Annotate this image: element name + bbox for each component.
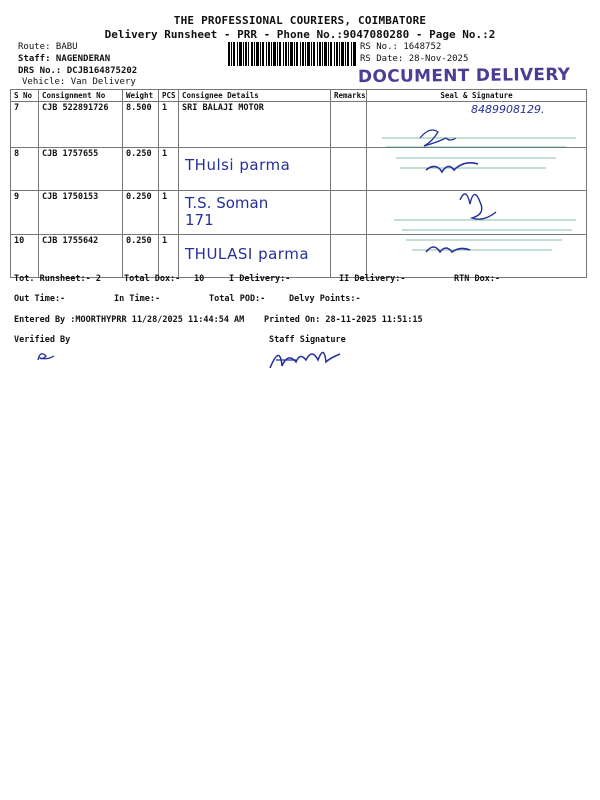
- cell-consignment: CJB 522891726: [39, 102, 123, 148]
- company-seal-row10: [394, 220, 576, 250]
- cell-consignee: SRI BALAJI MOTOR: [179, 102, 331, 148]
- cell-pcs: 1: [159, 191, 179, 235]
- total-runsheet: Tot. Runsheet:- 2: [14, 274, 101, 284]
- drs-number: DRS No.: DCJB164875202: [18, 66, 138, 76]
- staff-signature-mark: [266, 340, 362, 376]
- col-seal: Seal & Signature: [367, 90, 587, 102]
- rtn-dox: RTN Dox:-: [454, 274, 501, 284]
- in-time: In Time:-: [114, 294, 161, 304]
- cell-consignment: CJB 1750153: [39, 191, 123, 235]
- cell-remarks: [331, 235, 367, 278]
- seal-signatures-overlay: [376, 100, 586, 270]
- cell-sno: 9: [11, 191, 39, 235]
- runsheet-subtitle: Delivery Runsheet - PRR - Phone No.:9047080280 - Page No.:2: [104, 28, 496, 41]
- signature-row8: [426, 163, 478, 172]
- company-title: THE PROFESSIONAL COURIERS, COIMBATORE: [173, 14, 427, 27]
- total-dox-value: 10: [194, 274, 205, 284]
- cell-pcs: 1: [159, 235, 179, 278]
- entered-by: Entered By :MOORTHYPRR 11/28/2025 11:44:54 AM: [14, 315, 245, 325]
- cell-consignment: CJB 1755642: [39, 235, 123, 278]
- cell-remarks: [331, 102, 367, 148]
- cell-pcs: 1: [159, 102, 179, 148]
- barcode-image: [228, 42, 356, 66]
- consignee-handwriting: THulsi parma: [185, 156, 291, 174]
- phone-handwriting: 8489908129.: [471, 103, 545, 116]
- total-pod: Total POD:-: [209, 294, 266, 304]
- ii-delivery: II Delivery:-: [339, 274, 406, 284]
- rs-number: RS No.: 1648752: [360, 42, 442, 52]
- route-label: Route: BABU: [18, 42, 78, 52]
- verified-by-label: Verified By: [14, 335, 71, 345]
- signature-row9: [460, 194, 496, 219]
- col-consignee: Consignee Details: [179, 90, 331, 102]
- company-seal-row8: [382, 138, 576, 168]
- col-weight: Weight: [123, 90, 159, 102]
- cell-consignee: [179, 191, 331, 235]
- col-sno: S No: [11, 90, 39, 102]
- cell-weight: 0.250: [123, 235, 159, 278]
- col-pcs: PCS: [159, 90, 179, 102]
- col-remarks: Remarks: [331, 90, 367, 102]
- total-dox-label: Total Dox:-: [124, 274, 181, 284]
- staff-signature-label: Staff Signature: [269, 335, 346, 345]
- cell-consignee: [179, 235, 331, 278]
- cell-sno: 10: [11, 235, 39, 278]
- signature-row10: [426, 247, 470, 252]
- document-delivery-stamp: DOCUMENT DELIVERY: [357, 64, 571, 88]
- rs-date: RS Date: 28-Nov-2025: [360, 54, 469, 64]
- cell-consignee: [179, 148, 331, 191]
- cell-weight: 0.250: [123, 191, 159, 235]
- vehicle-label: Vehicle: Van Delivery: [22, 77, 136, 87]
- consignee-handwriting: THULASI parma: [185, 245, 310, 263]
- cell-remarks: [331, 148, 367, 191]
- cell-consignment: CJB 1757655: [39, 148, 123, 191]
- cell-weight: 0.250: [123, 148, 159, 191]
- cell-weight: 8.500: [123, 102, 159, 148]
- printed-on: Printed On: 28-11-2025 11:51:15: [264, 315, 423, 325]
- verified-by-signature: [34, 346, 58, 364]
- cell-remarks: [331, 191, 367, 235]
- cell-sno: 7: [11, 102, 39, 148]
- cell-pcs: 1: [159, 148, 179, 191]
- staff-label: Staff: NAGENDERAN: [18, 54, 111, 64]
- consignee-handwriting: T.S. Soman 171: [185, 194, 269, 229]
- i-delivery: I Delivery:-: [229, 274, 291, 284]
- col-consignment: Consignment No: [39, 90, 123, 102]
- delvy-points: Delvy Points:-: [289, 294, 361, 304]
- cell-sno: 8: [11, 148, 39, 191]
- out-time: Out Time:-: [14, 294, 66, 304]
